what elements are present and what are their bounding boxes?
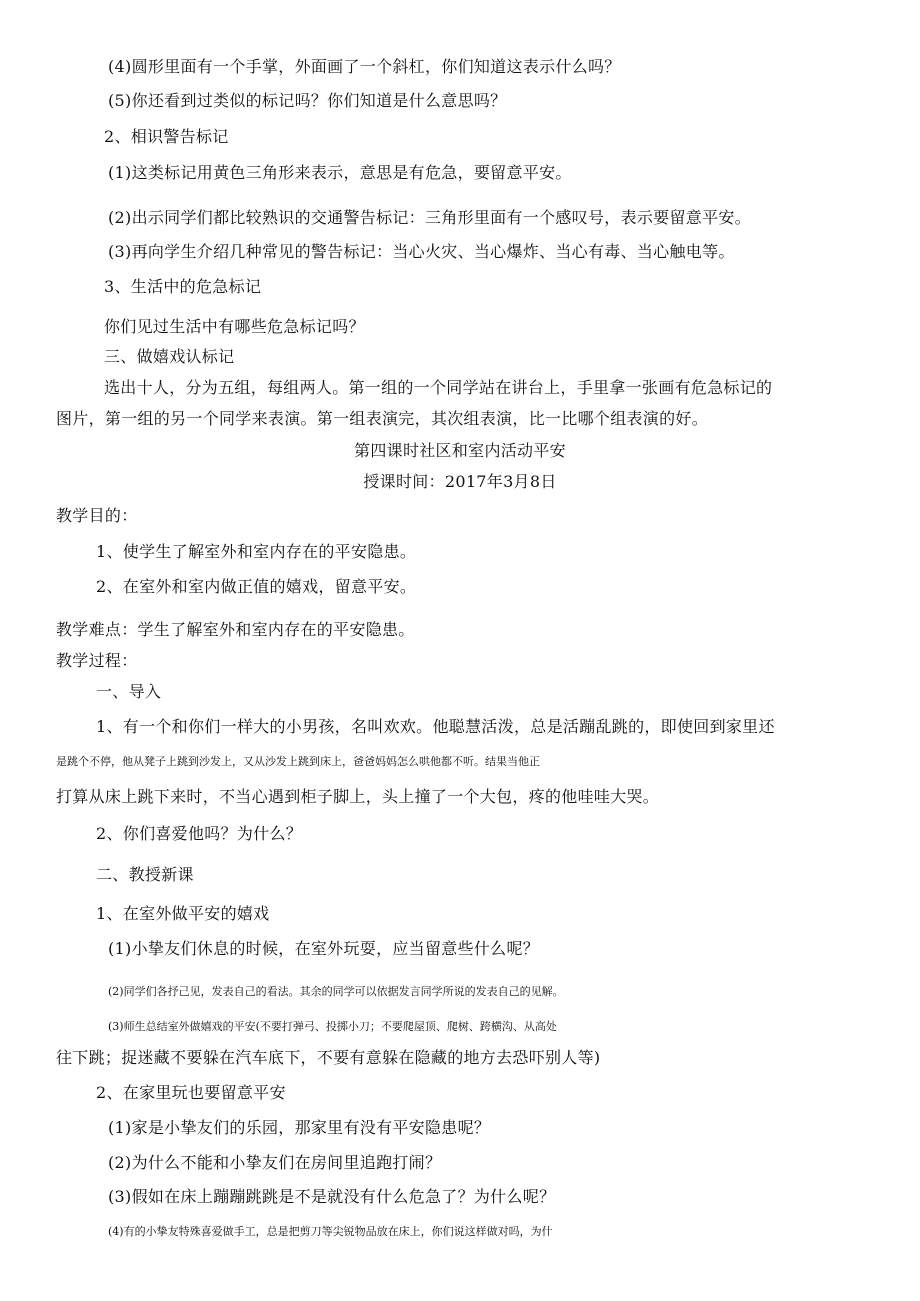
text-line-2: (5)你还看到过类似的标记吗？你们知道是什么意思吗？ <box>108 91 507 110</box>
text-line-21: 是跳个不停，他从凳子上跳到沙发上，又从沙发上跳到床上，爸爸妈妈怎么哄他都不听。结果当他正 <box>56 755 540 768</box>
lesson-date: 授课时间：2017年3月8日 <box>363 472 557 491</box>
text-line-32: (2)为什么不能和小挚友们在房间里追跑打闹？ <box>108 1153 442 1172</box>
text-line-6: (3)再向学生介绍几种常见的警告标记：当心火灾、当心爆炸、当心有毒、当心触电等。 <box>108 242 735 261</box>
teaching-goal-1: 1、使学生了解室外和室内存在的平安隐患。 <box>96 542 417 561</box>
section-heading-outdoor-play: 1、在室外做平安的嬉戏 <box>96 904 270 923</box>
section-heading-warning-signs: 2、相识警告标记 <box>104 127 229 146</box>
teaching-goal-2: 2、在室外和室内做正值的嬉戏，留意平安。 <box>96 577 417 596</box>
teaching-difficulty: 教学难点：学生了解室外和室内存在的平安隐患。 <box>56 620 415 639</box>
text-line-11: 图片，第一组的另一个同学来表演。第一组表演完，其次组表演，比一比哪个组表演的好。 <box>56 409 709 428</box>
text-line-31: (1)家是小挚友们的乐园，那家里有没有平安隐患呢？ <box>108 1118 491 1137</box>
section-heading-intro: 一、导入 <box>96 682 162 701</box>
text-line-28: (3)师生总结室外做嬉戏的平安(不要打弹弓、投掷小刀；不要爬屋顶、爬树、跨横沟、从高处 <box>108 1020 557 1033</box>
section-heading-home-safety: 2、在家里玩也要留意平安 <box>96 1083 286 1102</box>
text-line-22: 打算从床上跳下来时，不当心遇到柜子脚上，头上撞了一个大包，疼的他哇哇大哭。 <box>56 787 660 806</box>
text-line-34: (4)有的小挚友特殊喜爱做手工，总是把剪刀等尖锐物品放在床上，你们说这样做对吗，为什 <box>108 1225 553 1238</box>
text-line-29: 往下跳；捉迷藏不要躲在汽车底下，不要有意躲在隐藏的地方去恐吓别人等) <box>56 1048 601 1067</box>
text-line-27: (2)同学们各抒己见，发表自己的看法。其余的同学可以依据发言同学所说的发表自己的见解。 <box>108 985 564 998</box>
section-heading-game: 三、做嬉戏认标记 <box>104 347 235 366</box>
text-line-5: (2)出示同学们都比较熟识的交通警告标记：三角形里面有一个感叹号，表示要留意平安。 <box>108 208 751 227</box>
section-heading-new-lesson: 二、教授新课 <box>96 865 194 884</box>
text-line-8: 你们见过生活中有哪些危急标记吗？ <box>104 317 365 336</box>
text-line-33: (3)假如在床上蹦蹦跳跳是不是就没有什么危急了？为什么呢？ <box>108 1187 556 1206</box>
teaching-goals-label: 教学目的： <box>56 506 138 525</box>
text-line-10: 选出十人，分为五组，每组两人。第一组的一个同学站在讲台上，手里拿一张画有危急标记的 <box>104 378 773 397</box>
text-line-23: 2、你们喜爱他吗？为什么？ <box>96 824 303 843</box>
teaching-process-label: 教学过程： <box>56 651 138 670</box>
text-line-1: (4)圆形里面有一个手掌，外面画了一个斜杠，你们知道这表示什么吗？ <box>108 57 621 76</box>
text-line-4: (1)这类标记用黄色三角形来表示，意思是有危急，要留意平安。 <box>108 163 572 182</box>
text-line-26: (1)小挚友们休息的时候，在室外玩耍，应当留意些什么呢？ <box>108 939 540 958</box>
text-line-20: 1、有一个和你们一样大的小男孩，名叫欢欢。他聪慧活泼，总是活蹦乱跳的，即使回到家里还 <box>96 717 775 736</box>
section-heading-danger-signs: 3、生活中的危急标记 <box>104 277 262 296</box>
lesson-title: 第四课时社区和室内活动平安 <box>354 441 566 460</box>
